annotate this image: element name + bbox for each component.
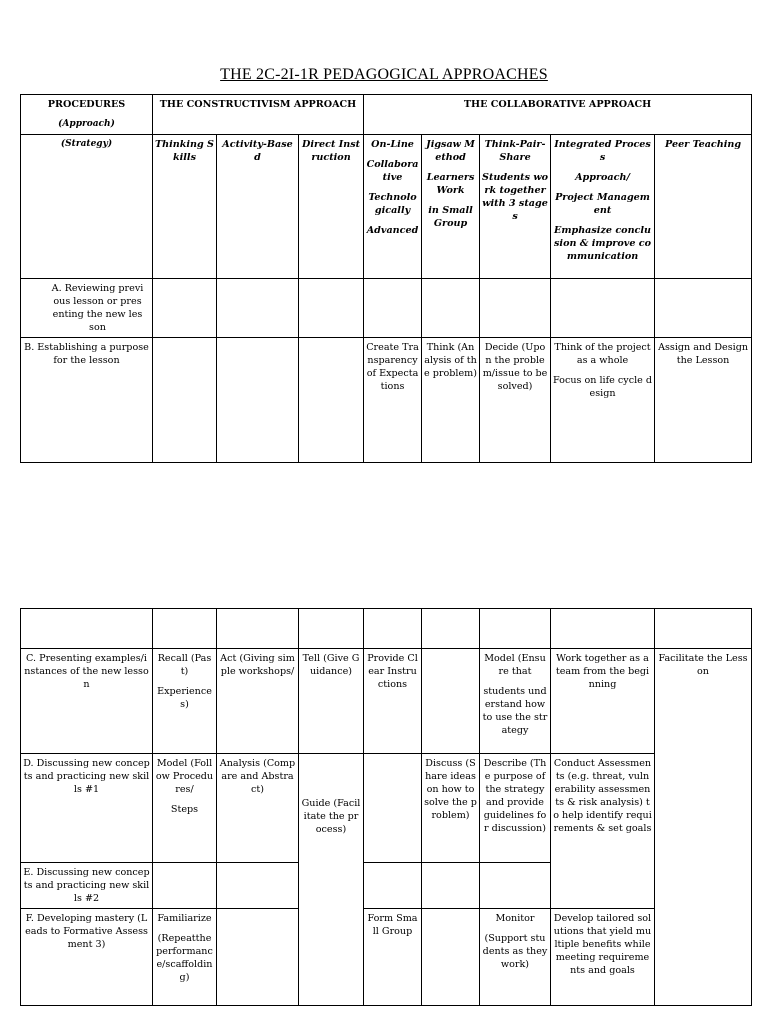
approaches-table-top <box>20 94 752 463</box>
col-jigsaw-method: Jigsaw Method Learners Work in Small Group <box>422 135 480 279</box>
table-row <box>21 609 752 649</box>
cell-b-jigsaw: Think (Analysis of the problem) <box>422 338 480 463</box>
cell-c-direct: Tell (Give Guidance) <box>299 649 364 754</box>
cell-f-online: Form Small Group <box>364 909 422 1006</box>
cell-b-peer: Assign and Design the Lesson <box>655 338 752 463</box>
row-label-a: A. Reviewing previous lesson or presenting the new lesson <box>21 279 153 338</box>
strategy-header: (Strategy) <box>21 135 153 279</box>
cell-d-integrated: Conduct Assessments (e.g. threat, vulnerability assessments & risk analysis) to help identify requirements & set goals <box>551 754 655 909</box>
cell-d-tps: Describe (The purpose of the strategy and provide guidelines for discussion) <box>480 754 551 863</box>
row-label-f: F. Developing mastery (Leads to Formative Assessment 3) <box>21 909 153 1006</box>
cell-d-jigsaw: Discuss (Share ideas on how to solve the problem) <box>422 754 480 863</box>
collaborative-header: THE COLLABORATIVE APPROACH <box>364 95 752 135</box>
table-row <box>21 754 752 863</box>
table-row <box>21 338 752 463</box>
cell-d-direct: Guide (Facilitate the process) <box>299 754 364 1006</box>
col-online-collaborative: On-Line Collaborative Technologically Advanced <box>364 135 422 279</box>
col-direct-instruction: Direct Instruction <box>299 135 364 279</box>
table-row <box>21 909 752 1006</box>
cell-b-online: Create Transparency of Expectations <box>364 338 422 463</box>
cell-c-integrated: Work together as a team from the beginning <box>551 649 655 754</box>
cell-d-thinking: Model (Follow Procedures/ Steps <box>153 754 217 863</box>
row-label-d: D. Discussing new concepts and practicing new skills #1 <box>21 754 153 863</box>
procedures-header: PROCEDURES (Approach) <box>21 95 153 135</box>
row-label-c: C. Presenting examples/instances of the new lesson <box>21 649 153 754</box>
cell-f-integrated: Develop tailored solutions that yield multiple benefits while meeting requirements and goals <box>551 909 655 1006</box>
page-title: THE 2C-2I-1R PEDAGOGICAL APPROACHES <box>220 66 548 83</box>
approaches-table-bottom <box>20 608 752 1006</box>
cell-c-activity: Act (Giving simple workshops/ <box>217 649 299 754</box>
table-row <box>21 649 752 754</box>
cell-c-online: Provide Clear Instructions <box>364 649 422 754</box>
table-row <box>21 279 752 338</box>
col-thinking-skills: Thinking Skills <box>153 135 217 279</box>
col-peer-teaching: Peer Teaching <box>655 135 752 279</box>
cell-c-tps: Model (Ensure that students understand how to use the strategy <box>480 649 551 754</box>
cell-b-integrated: Think of the project as a whole Focus on life cycle design <box>551 338 655 463</box>
col-activity-based: Activity-Based <box>217 135 299 279</box>
cell-d-activity: Analysis (Compare and Abstract) <box>217 754 299 863</box>
col-integrated-process: Integrated Process Approach/ Project Management Emphasize conclusion & improve communication <box>551 135 655 279</box>
constructivism-header: THE CONSTRUCTIVISM APPROACH <box>153 95 364 135</box>
cell-c-thinking: Recall (Past) Experiences) <box>153 649 217 754</box>
cell-b-tps: Decide (Upon the problem/issue to be solved) <box>480 338 551 463</box>
cell-f-thinking: Familiarize (Repeatthe performance/scaffolding) <box>153 909 217 1006</box>
row-label-e: E. Discussing new concepts and practicing new skills #2 <box>21 863 153 909</box>
cell-f-tps: Monitor (Support students as they work) <box>480 909 551 1006</box>
col-think-pair-share: Think-Pair-Share Students work together with 3 stages <box>480 135 551 279</box>
cell-c-peer: Facilitate the Lesson <box>655 649 752 1006</box>
row-label-b: B. Establishing a purpose for the lesson <box>21 338 153 463</box>
